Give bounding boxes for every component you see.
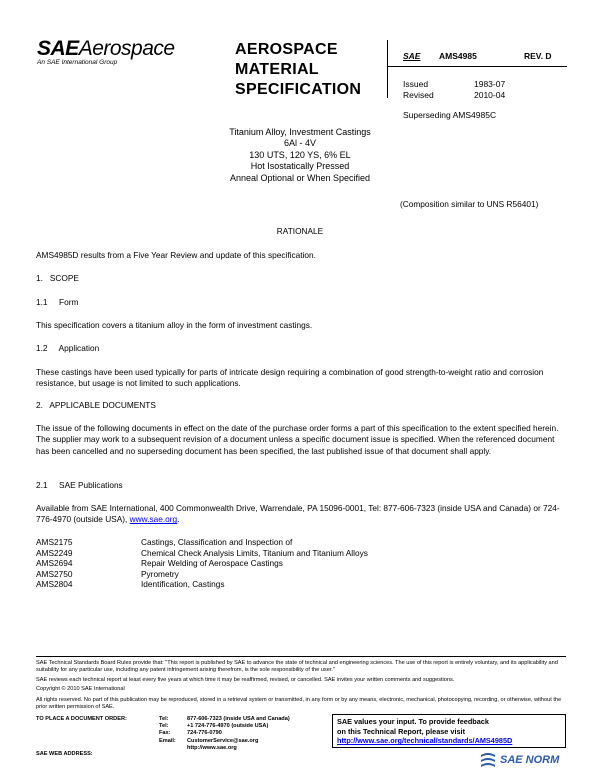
title-line-2: MATERIAL [235,61,319,78]
reference-code: AMS2249 [36,547,73,558]
subject-line: Anneal Optional or When Specified [229,172,371,183]
header-sae-mark: SAE [403,51,421,61]
publications-address: Available from SAE International, 400 Commonwealth Drive, Warrendale, PA 15096-0001, Tel: 877-606-7323 (inside USA and Canada) or 724-776-4970 (outside USA), [36,503,560,525]
applicable-documents-text: The issue of the following documents in effect on the date of the purchase order forms a part of this specification to the extent specified herein. The supplier may work to a subsequent revision of a document unless a specific document issue is specified. When the referenced document has been cancelled and no superseding document has been specified, the last published issue of that document shall apply. [36,423,559,456]
reference-title: Identification, Castings [141,579,225,589]
composition-note: (Composition similar to UNS R56401) [400,199,539,209]
sae-publications-text [36,503,568,526]
revised-value: 2010-04 [474,90,506,100]
reference-code: AMS2694 [36,558,73,568]
contact-row [159,738,319,745]
reference-code: AMS2175 [36,537,73,547]
footer-copyright: Copyright © 2010 SAE International [36,686,125,692]
rationale-heading: RATIONALE [276,226,324,236]
subject-line: Titanium Alloy, Investment Castings [229,127,371,137]
reference-title: Castings, Classification and Inspection of [141,537,293,547]
footer-divider [36,656,566,657]
sae-publications-heading: 2.1 SAE Publications [36,480,123,490]
contact-value: 724-776-0790 [187,730,222,737]
reference-list [36,537,368,590]
contact-value: +1 724-776-4970 (outside USA) [187,723,269,730]
contact-label: Tel: [159,716,169,722]
feedback-link[interactable]: http://www.sae.org/technical/standards/AMS4985D [337,736,513,746]
title-line-1: AEROSPACE [235,41,338,58]
reference-row [36,548,368,559]
header-horizontal-divider [387,66,567,67]
feedback-line-1: SAE values your input. To provide feedback [337,717,489,726]
feedback-box [332,714,566,748]
feedback-line-2: on this Technical Report, please visit [337,726,465,736]
contact-label: Fax: [159,730,171,737]
contact-row [159,716,319,723]
revised-label: Revised [403,90,434,100]
title-line-3: SPECIFICATION [235,81,362,98]
document-number: AMS4985 [439,51,477,61]
watermark-emblem-icon [478,751,498,771]
reference-row [36,579,368,590]
sae-website-link[interactable]: www.sae.org [129,514,178,525]
issued-label: Issued [403,79,429,89]
document-type-title [235,40,361,100]
reference-code: AMS2804 [36,579,73,589]
contact-label: Email: [159,737,176,744]
subject-line: 130 UTS, 120 YS, 6% EL [249,149,351,160]
superseding: Superseding AMS4985C [403,110,497,120]
web-address-label: SAE WEB ADDRESS: [36,751,93,757]
publications-period: . [177,514,180,525]
header-vertical-divider [387,40,388,98]
reference-row [36,569,368,580]
logo-aerospace: Aerospace [78,37,175,60]
contact-row [159,723,319,730]
footer-rules-text: SAE Technical Standards Board Rules provide that: "This report is published by SAE to advance the state of technical and engineering sciences. The use of this report is entirely voluntary, and its applicability and suitability for any particular use, including any patent infringement arising therefrom, is the sole responsibility of the user." [36,660,558,674]
applicable-documents-heading: 2. APPLICABLE DOCUMENTS [36,400,156,410]
subject-line: 6Al - 4V [283,138,316,149]
subject-line: Hot Isostatically Pressed [250,161,350,172]
form-text: This specification covers a titanium alloy in the form of investment castings. [36,320,313,330]
contact-label: Tel: [159,723,169,730]
issued-value: 1983-07 [474,79,506,89]
rationale-text: AMS4985D results from a Five Year Review and update of this specification. [36,250,316,260]
form-heading: 1.1 Form [36,297,79,307]
web-address[interactable]: http://www.sae.org [187,744,237,751]
order-label: TO PLACE A DOCUMENT ORDER: [36,716,127,722]
watermark-text: SAE NORM [500,754,560,766]
application-text: These castings have been used typically for parts of intricate design requiring a combination of good strength-to-weight ratio and corrosion resistance, but usage is not limited to such applications. [36,367,544,389]
logo-tagline: An SAE International Group [37,59,118,66]
footer-review-text: SAE reviews each technical report at least every five years at which time it may be reaffirmed, revised, or cancelled. SAE invites your written comments and suggestions. [36,677,455,683]
scope-heading: 1. SCOPE [36,273,79,283]
reference-title: Pyrometry [141,568,179,579]
sae-norm-watermark [478,750,570,772]
logo-sae: SAE [37,37,79,60]
contact-row [159,730,319,737]
reference-row [36,537,368,548]
contact-email[interactable]: CustomerService@sae.org [187,737,259,744]
reference-title: Repair Welding of Aerospace Castings [141,558,283,568]
subject-block [150,127,450,184]
reference-title: Chemical Check Analysis Limits, Titanium and Titanium Alloys [141,547,368,558]
footer-rights-text: All rights reserved. No part of this publication may be reproduced, stored in a retrieval system or transmitted, in any form or by any means, electronic, mechanical, photocopying, recording, or otherwise, without the prior written permission of SAE. [36,697,562,711]
contact-list [159,716,319,752]
application-heading: 1.2 Application [36,343,100,353]
reference-code: AMS2750 [36,568,73,579]
contact-value: 877-606-7323 (inside USA and Canada) [187,716,290,722]
reference-row [36,558,368,569]
contact-row [159,745,319,752]
revision: REV. D [524,51,552,61]
